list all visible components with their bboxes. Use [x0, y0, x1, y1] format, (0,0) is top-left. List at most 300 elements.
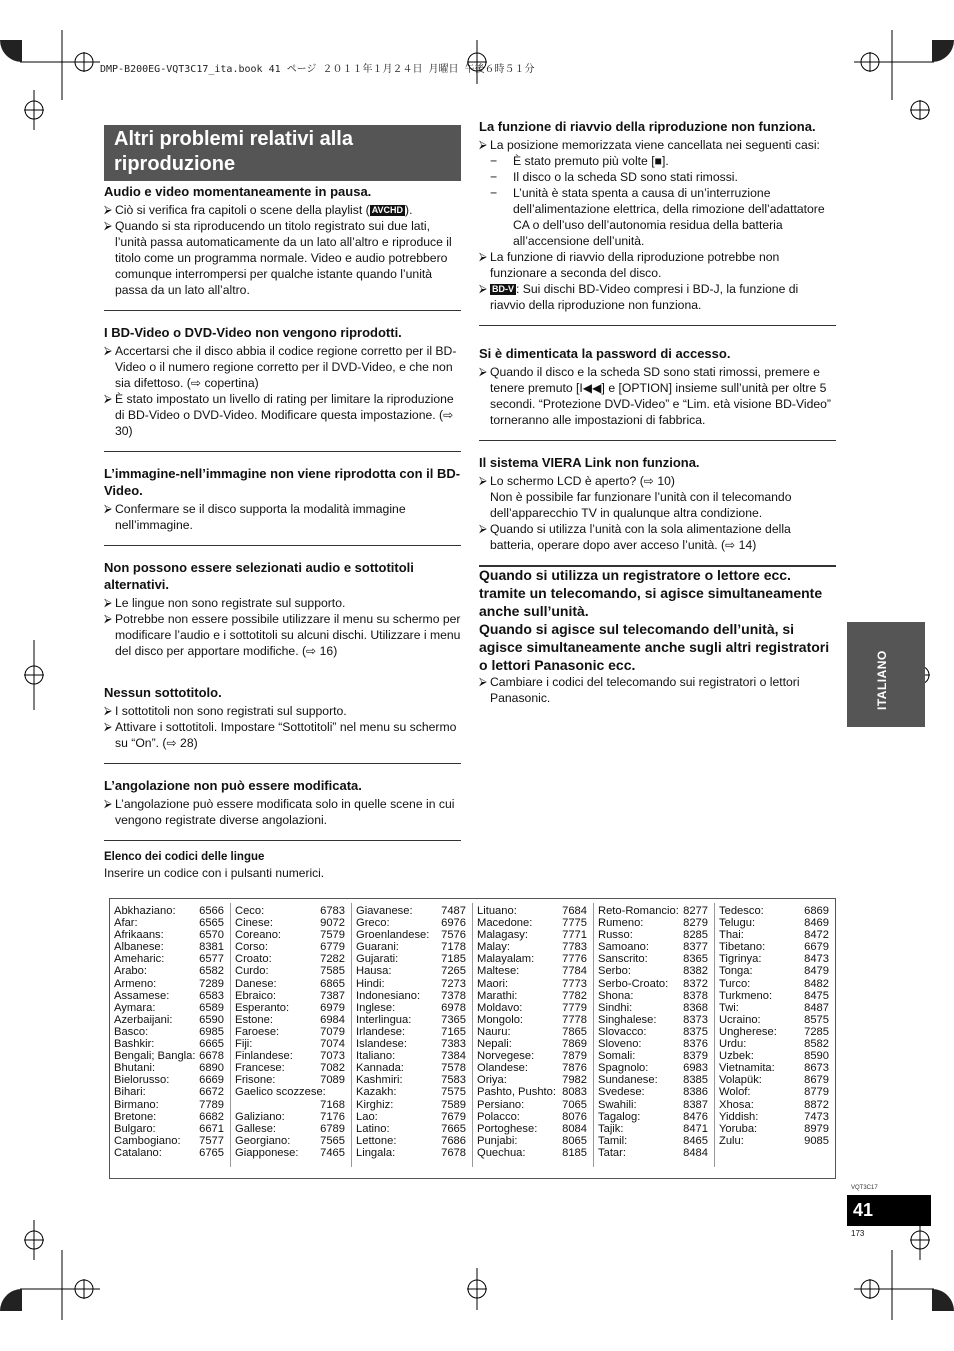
language-row	[114, 1050, 224, 1062]
left-column	[104, 183, 461, 854]
language-code: 8365	[683, 953, 708, 966]
language-row	[719, 941, 829, 953]
language-code: 6765	[199, 1146, 224, 1159]
language-row	[114, 1014, 224, 1026]
column-divider	[472, 903, 473, 1167]
language-code: 6865	[320, 977, 345, 990]
language-code: 7783	[562, 941, 587, 954]
language-name: Spagnolo:	[598, 1062, 649, 1075]
language-row	[356, 1002, 466, 1014]
language-name: Olandese:	[477, 1062, 528, 1075]
language-code: 7273	[441, 977, 466, 990]
language-row	[477, 965, 587, 977]
item-text: Attivare i sottotitoli. Impostare “Sottotitoli” nel menu su schermo su “On”. (⇨ 28)	[115, 720, 457, 750]
language-name: Wolof:	[719, 1086, 751, 1099]
language-row	[598, 1086, 708, 1098]
language-code: 8590	[804, 1050, 829, 1063]
section-title: Si è dimenticata la password di accesso.	[479, 346, 731, 361]
language-code: 6979	[320, 1001, 345, 1014]
language-name: Tatar:	[598, 1146, 626, 1159]
item-text: Confermare se il disco supporta la modalità immagine nell’immagine.	[115, 502, 406, 532]
language-name: Assamese:	[114, 989, 170, 1002]
language-name: Serbo:	[598, 965, 631, 978]
item-text: L’angolazione può essere modificata solo in quelle scene in cui vengono registrate diverse angolazioni.	[115, 797, 455, 827]
language-code: 6783	[320, 905, 345, 917]
language-name: Yiddish:	[719, 1110, 759, 1123]
language-code: 7583	[441, 1074, 466, 1087]
language-code: 6583	[199, 989, 224, 1002]
language-row	[356, 1086, 466, 1098]
language-code: 8673	[804, 1062, 829, 1075]
language-code: 8375	[683, 1025, 708, 1038]
language-name: Reto-Romancio:	[598, 905, 679, 917]
language-row	[719, 1050, 829, 1062]
arrow-icon: ⮚	[479, 139, 487, 151]
item-text: La funzione di riavvio della riproduzione potrebbe non funzionare a seconda del disco.	[490, 250, 780, 280]
remote-title-2: Quando si agisce sul telecomando dell’unità, si agisce simultaneamente anche sugli altri registratori o lettori Panasonic ecc.	[479, 621, 830, 673]
language-row	[598, 905, 708, 917]
section-title: L’immagine-nell’immagine non viene riprodotta con il BD-Video.	[104, 466, 461, 498]
language-name: Hausa:	[356, 965, 392, 978]
arrow-icon: ⮚	[104, 220, 112, 232]
language-name: Yoruba:	[719, 1122, 758, 1135]
language-name: Volapük:	[719, 1074, 762, 1087]
language-name: Uzbek:	[719, 1050, 754, 1063]
language-row	[356, 953, 466, 965]
language-row	[235, 917, 345, 929]
language-code: 8076	[562, 1110, 587, 1123]
language-name: Xhosa:	[719, 1098, 754, 1111]
language-name: Ameharic:	[114, 953, 165, 966]
language-code: 8185	[562, 1146, 587, 1159]
language-row	[114, 1074, 224, 1086]
language-code: 8285	[683, 929, 708, 942]
language-code: 8471	[683, 1122, 708, 1135]
language-code: 9085	[804, 1134, 829, 1147]
language-code: 7869	[562, 1038, 587, 1051]
page-title: Altri problemi relativi alla riproduzione	[104, 125, 461, 181]
language-row	[598, 1026, 708, 1038]
language-code: 7073	[320, 1050, 345, 1063]
language-code: 7782	[562, 989, 587, 1002]
language-code: 8872	[804, 1098, 829, 1111]
sub-item	[479, 153, 836, 169]
language-code: 7779	[562, 1001, 587, 1014]
language-row	[235, 978, 345, 990]
item-text: Ciò si verifica fra capitoli o scene della playlist (	[115, 203, 370, 217]
language-row	[719, 1123, 829, 1135]
language-row	[719, 978, 829, 990]
language-code: 6976	[441, 917, 466, 930]
language-column	[114, 905, 224, 1159]
language-row	[235, 1111, 345, 1123]
language-code: 8387	[683, 1098, 708, 1111]
language-name: Tigrinya:	[719, 953, 762, 966]
language-row	[477, 1135, 587, 1147]
language-code-heading	[104, 849, 324, 881]
item-text: Quando si utilizza l’unità con la sola alimentazione della batteria, operare dopo aver acceso l’unità. (⇨ 14)	[490, 522, 791, 552]
language-code: 7577	[199, 1134, 224, 1147]
language-code: 7778	[562, 1013, 587, 1026]
language-name: Thai:	[719, 929, 744, 942]
language-name: Slovacco:	[598, 1025, 647, 1038]
language-code: 7168	[320, 1098, 345, 1111]
language-code: 6566	[199, 905, 224, 917]
language-row	[356, 905, 466, 917]
language-code: 7473	[804, 1110, 829, 1123]
language-row	[235, 905, 345, 917]
language-name: Esperanto:	[235, 1001, 290, 1014]
language-code: 7865	[562, 1025, 587, 1038]
language-name: Tajik:	[598, 1122, 624, 1135]
language-name: Polacco:	[477, 1110, 520, 1123]
language-row	[598, 1002, 708, 1014]
language-code: 6582	[199, 965, 224, 978]
list-item	[479, 281, 836, 313]
section	[104, 465, 461, 546]
language-row	[598, 990, 708, 1002]
language-row	[477, 1123, 587, 1135]
language-name: Malay:	[477, 941, 510, 954]
language-row	[356, 965, 466, 977]
language-name: Bihari:	[114, 1086, 146, 1099]
language-name: Nauru:	[477, 1025, 511, 1038]
language-name: Arabo:	[114, 965, 147, 978]
language-row	[477, 990, 587, 1002]
language-name: Corso:	[235, 941, 268, 954]
language-row	[477, 1026, 587, 1038]
language-code: 8484	[683, 1146, 708, 1159]
language-name: Moldavo:	[477, 1001, 523, 1014]
language-row	[477, 953, 587, 965]
language-code: 7285	[804, 1025, 829, 1038]
language-code: 8779	[804, 1086, 829, 1099]
language-column	[356, 905, 466, 1159]
language-row	[114, 1002, 224, 1014]
language-code: 8379	[683, 1050, 708, 1063]
language-row	[477, 1099, 587, 1111]
language-code: 8376	[683, 1038, 708, 1051]
language-code: 8479	[804, 965, 829, 978]
language-row	[719, 1135, 829, 1147]
language-row	[356, 990, 466, 1002]
language-code: 8582	[804, 1038, 829, 1051]
language-name: Quechua:	[477, 1146, 526, 1159]
language-code: 8381	[199, 941, 224, 954]
language-code: 8378	[683, 989, 708, 1002]
language-name: Maltese:	[477, 965, 520, 978]
language-name: Afrikaans:	[114, 929, 164, 942]
language-code: 7265	[441, 965, 466, 978]
language-code: 7282	[320, 953, 345, 966]
item-text: Accertarsi che il disco abbia il codice regione corretto per il BD-Video o il numero regione corretto per il DVD-Video, e che non sia difettoso. (⇨ copertina)	[115, 344, 457, 390]
language-name: Kashmiri:	[356, 1074, 403, 1087]
list-item	[479, 364, 836, 428]
column-divider	[593, 903, 594, 1167]
list-item	[104, 343, 461, 391]
language-row	[719, 905, 829, 917]
language-name: Oriya:	[477, 1074, 507, 1087]
language-row	[235, 965, 345, 977]
language-row	[235, 1086, 345, 1098]
language-code: 7387	[320, 989, 345, 1002]
language-row	[235, 1062, 345, 1074]
language-code: 7065	[562, 1098, 587, 1111]
language-row	[114, 965, 224, 977]
language-code: 7784	[562, 965, 587, 978]
language-row	[356, 978, 466, 990]
language-code-table	[109, 898, 836, 1179]
arrow-icon: ⮚	[104, 204, 112, 216]
language-name: Bhutani:	[114, 1062, 156, 1075]
language-row	[598, 1074, 708, 1086]
language-row	[114, 929, 224, 941]
language-code: 6565	[199, 917, 224, 930]
language-row	[235, 929, 345, 941]
language-name: Svedese:	[598, 1086, 645, 1099]
language-name: Marathi:	[477, 989, 518, 1002]
product-code: VQT3C17	[851, 1185, 878, 1191]
language-name: Swahili:	[598, 1098, 637, 1111]
language-row	[235, 941, 345, 953]
list-item	[479, 521, 836, 553]
language-code: 8373	[683, 1013, 708, 1026]
list-item	[104, 595, 461, 611]
language-row	[356, 1038, 466, 1050]
language-code: 7879	[562, 1050, 587, 1063]
language-name: Telugu:	[719, 917, 756, 930]
language-column	[235, 905, 345, 1159]
language-code: 7383	[441, 1038, 466, 1051]
dash-icon: −	[490, 170, 498, 184]
language-row	[598, 1147, 708, 1159]
item-text: La posizione memorizzata viene cancellata nei seguenti casi:	[490, 138, 820, 152]
language-name: Giapponese:	[235, 1146, 299, 1159]
language-name: Abkhaziano:	[114, 905, 176, 917]
format-badge: BD-V	[492, 284, 514, 294]
language-code: 7982	[562, 1074, 587, 1087]
item-text: Potrebbe non essere possibile utilizzare il menu su schermo per modificare l’audio e i sottotitoli su alcuni dischi. Utilizzare i menu del disco per apportare modifiche. (⇨ 16)	[115, 612, 461, 658]
language-name: Kannada:	[356, 1062, 404, 1075]
print-header: DMP-B200EG-VQT3C17_ita.book 41 ページ ２０１１年１月２４日 月曜日 午後６時５１分	[100, 64, 535, 75]
language-code: 6985	[199, 1025, 224, 1038]
language-row	[719, 953, 829, 965]
section-title: Non possono essere selezionati audio e sottotitoli alternativi.	[104, 560, 414, 592]
section	[104, 684, 461, 764]
language-code: 6779	[320, 941, 345, 954]
item-text: Quando il disco e la scheda SD sono stati rimossi, premere e tenere premuto [I◀◀] e [OPTION] insieme sull’unità per oltre 5 secondi. “Protezione DVD-Video” e “Lim. età visione BD-Video” torneranno alle impostazioni di fabbrica.	[490, 365, 831, 427]
language-code: 7178	[441, 941, 466, 954]
language-name: Catalano:	[114, 1146, 162, 1159]
format-badge: AVCHD	[371, 205, 404, 215]
language-code: 7684	[562, 905, 587, 917]
section	[104, 183, 461, 311]
language-name: Shona:	[598, 989, 634, 1002]
language-row	[477, 1002, 587, 1014]
language-code: 7789	[199, 1098, 224, 1111]
language-row	[477, 1062, 587, 1074]
language-row	[598, 1123, 708, 1135]
language-name: Urdu:	[719, 1038, 747, 1051]
language-row	[114, 1099, 224, 1111]
language-name: Gallese:	[235, 1122, 277, 1135]
language-row	[719, 929, 829, 941]
language-name: Lituano:	[477, 905, 517, 917]
language-code: 6589	[199, 1001, 224, 1014]
language-code: 6577	[199, 953, 224, 966]
language-row	[235, 1099, 345, 1111]
language-code: 7185	[441, 953, 466, 966]
language-name: Ungherese:	[719, 1025, 777, 1038]
language-name: Aymara:	[114, 1001, 156, 1014]
language-name: Bashkir:	[114, 1038, 155, 1051]
language-row	[477, 978, 587, 990]
language-column	[477, 905, 587, 1159]
language-code: 8386	[683, 1086, 708, 1099]
section	[479, 454, 836, 567]
item-text: : Sui dischi BD-Video compresi i BD-J, la funzione di riavvio della riproduzione non funziona.	[490, 282, 799, 312]
language-row	[114, 953, 224, 965]
language-code: 7585	[320, 965, 345, 978]
language-code: 8385	[683, 1074, 708, 1087]
column-divider	[714, 903, 715, 1167]
language-row	[477, 941, 587, 953]
language-tab	[847, 622, 925, 727]
language-name: Lingala:	[356, 1146, 396, 1159]
language-name: Twi:	[719, 1001, 739, 1014]
sequence-number: 173	[851, 1229, 865, 1238]
list-item	[104, 611, 461, 659]
language-code: 6869	[804, 905, 829, 917]
list-item	[104, 719, 461, 751]
section-title: Audio e video momentaneamente in pausa.	[104, 184, 372, 199]
language-row	[598, 965, 708, 977]
language-row	[356, 1074, 466, 1086]
language-code: 8979	[804, 1122, 829, 1135]
language-code: 8083	[562, 1086, 587, 1099]
language-row	[719, 1086, 829, 1098]
language-row	[477, 917, 587, 929]
language-name: Zulu:	[719, 1134, 744, 1147]
list-item	[479, 249, 836, 281]
language-name: Interlingua:	[356, 1013, 412, 1026]
language-row	[598, 941, 708, 953]
section-title: Il sistema VIERA Link non funziona.	[479, 455, 700, 470]
language-code: 8575	[804, 1013, 829, 1026]
language-name: Kirghiz:	[356, 1098, 394, 1111]
language-code: 7776	[562, 953, 587, 966]
item-text: ).	[405, 203, 413, 217]
list-item	[104, 796, 461, 828]
language-code: 7074	[320, 1038, 345, 1051]
language-row	[598, 1038, 708, 1050]
list-item: ⮚ Cambiare i codici del telecomando sui registratori o lettori Panasonic.	[479, 675, 800, 705]
language-row	[719, 917, 829, 929]
language-name: Malayalam:	[477, 953, 535, 966]
language-name: Albanese:	[114, 941, 164, 954]
language-code-subtitle: Inserire un codice con i pulsanti numerici.	[104, 866, 325, 880]
language-row	[235, 1123, 345, 1135]
language-code: 7575	[441, 1086, 466, 1099]
language-code: 8465	[683, 1134, 708, 1147]
section-title: I BD-Video o DVD-Video non vengono riprodotti.	[104, 325, 402, 340]
language-code: 6679	[804, 941, 829, 954]
language-row	[719, 1111, 829, 1123]
language-name: Gujarati:	[356, 953, 399, 966]
language-code: 7384	[441, 1050, 466, 1063]
language-name: Italiano:	[356, 1050, 396, 1063]
language-name: Kazakh:	[356, 1086, 397, 1099]
section	[104, 777, 461, 841]
language-name: Gaelico scozzese:	[235, 1086, 326, 1099]
list-item	[104, 703, 461, 719]
language-name: Ucraino:	[719, 1013, 761, 1026]
section-title: La funzione di riavvio della riproduzione non funziona.	[479, 119, 816, 134]
language-name: Lettone:	[356, 1134, 397, 1147]
language-name: Tagalog:	[598, 1110, 641, 1123]
language-name: Tamil:	[598, 1134, 628, 1147]
language-row	[719, 1038, 829, 1050]
language-row	[114, 978, 224, 990]
language-name: Islandese:	[356, 1038, 407, 1051]
language-name: Finlandese:	[235, 1050, 293, 1063]
language-name: Hindi:	[356, 977, 385, 990]
language-code: 7589	[441, 1098, 466, 1111]
language-code: 6669	[199, 1074, 224, 1087]
language-code: 6665	[199, 1038, 224, 1051]
language-name: Faroese:	[235, 1025, 280, 1038]
language-code: 7678	[441, 1146, 466, 1159]
item-continuation: Non è possibile far funzionare l’unità con il telecomando dell’apparecchio TV in qualunque altra condizione.	[490, 490, 792, 520]
sub-item	[479, 169, 836, 185]
language-code: 6789	[320, 1122, 345, 1135]
language-name: Groenlandese:	[356, 929, 430, 942]
language-name: Punjabi:	[477, 1134, 518, 1147]
language-row	[719, 990, 829, 1002]
arrow-icon: ⮚	[104, 597, 112, 609]
language-code: 7378	[441, 989, 466, 1002]
language-row	[114, 941, 224, 953]
language-name: Somali:	[598, 1050, 636, 1063]
language-row	[114, 1062, 224, 1074]
language-code: 7876	[562, 1062, 587, 1075]
right-column	[479, 118, 836, 580]
language-code: 7565	[320, 1134, 345, 1147]
language-code: 6984	[320, 1013, 345, 1026]
language-row	[356, 1099, 466, 1111]
language-row	[356, 1026, 466, 1038]
language-row	[477, 905, 587, 917]
language-row	[356, 1123, 466, 1135]
language-row	[719, 1074, 829, 1086]
language-row	[477, 929, 587, 941]
list-item	[104, 202, 461, 218]
sub-item-text: L’unità è stata spenta a causa di un’interruzione dell’alimentazione elettrica, della rimozione dell’adattatore CA o dell’uso dell’autonomia residua della batteria all’accensione dell’unità.	[513, 186, 825, 248]
arrow-icon: ⮚	[479, 251, 487, 263]
language-row	[235, 1026, 345, 1038]
language-name: Lao:	[356, 1110, 378, 1123]
language-name: Mongolo:	[477, 1013, 524, 1026]
language-row	[114, 1026, 224, 1038]
language-row	[356, 929, 466, 941]
language-name: Cinese:	[235, 917, 273, 930]
language-row	[356, 1050, 466, 1062]
language-code: 6978	[441, 1001, 466, 1014]
language-row	[356, 1135, 466, 1147]
language-row	[477, 1074, 587, 1086]
language-row	[356, 1111, 466, 1123]
language-row	[598, 1111, 708, 1123]
